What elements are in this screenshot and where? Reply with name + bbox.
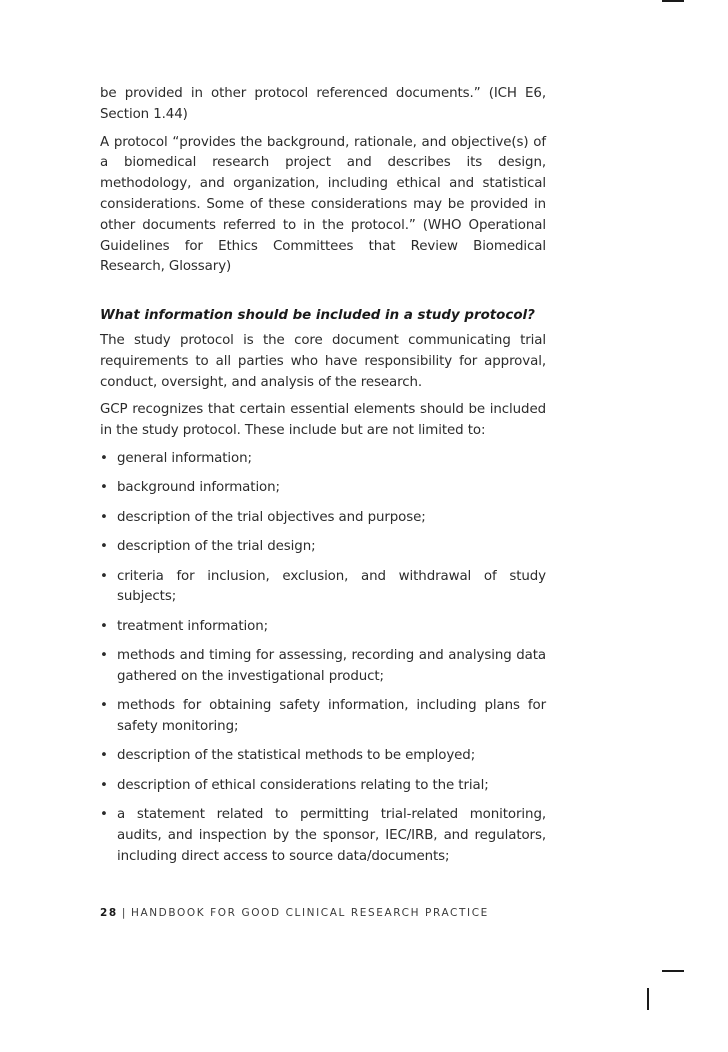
- crop-mark-top-right: [662, 0, 684, 2]
- bullet-icon: •: [100, 648, 108, 664]
- list-item-text: methods and timing for assessing, recording and analysing data gathered on the investigational product;: [117, 648, 546, 684]
- list-item: [100, 746, 546, 767]
- bullet-icon: •: [100, 509, 108, 525]
- bullet-icon: •: [100, 618, 108, 634]
- bullet-icon: •: [100, 698, 108, 714]
- section-heading: What information should be included in a study protocol?: [100, 308, 535, 324]
- list-item: [100, 478, 546, 499]
- list-item: [100, 567, 546, 609]
- page-footer: [100, 907, 489, 919]
- list-item-text: treatment information;: [117, 618, 269, 634]
- bullet-icon: •: [100, 568, 108, 584]
- list-item-text: general information;: [117, 450, 252, 466]
- list-item: [100, 646, 546, 688]
- list-item: [100, 508, 546, 529]
- essential-elements-list: [100, 449, 546, 868]
- list-item-text: description of the trial objectives and purpose;: [117, 509, 426, 525]
- bullet-icon: •: [100, 539, 108, 555]
- list-item-text: a statement related to permitting trial-related monitoring, audits, and inspection by the sponsor, IEC/IRB, and regulators, including direct access to source data/documents;: [117, 807, 546, 864]
- list-item-text: description of the trial design;: [117, 539, 316, 555]
- list-item: [100, 449, 546, 470]
- bullet-icon: •: [100, 807, 108, 823]
- list-item: [100, 805, 546, 867]
- list-item-text: background information;: [117, 480, 280, 496]
- list-item-text: description of the statistical methods to be employed;: [117, 748, 476, 764]
- list-item: [100, 696, 546, 738]
- crop-mark-bottom-right-vertical: [647, 988, 649, 1010]
- list-item: [100, 537, 546, 558]
- paragraph-who-definition: A protocol “provides the background, rationale, and objective(s) of a biomedical research project and describes its design, methodology, and organization, including ethical and statistical considerations. Some of these considerations may be provided in other documents referred to in the protocol.” (WHO Operational Guidelines for Ethics Committees that Review Biomedical Research, Glossary): [100, 134, 546, 275]
- list-item-text: criteria for inclusion, exclusion, and withdrawal of study subjects;: [117, 568, 546, 605]
- page-number: 28: [100, 907, 118, 919]
- footer-separator: |: [121, 907, 127, 919]
- bullet-icon: •: [100, 450, 108, 466]
- running-title: HANDBOOK FOR GOOD CLINICAL RESEARCH PRACTICE: [130, 907, 489, 919]
- paragraph-ich-definition: be provided in other protocol referenced documents.” (ICH E6, Section 1.44): [100, 86, 546, 122]
- paragraph-gcp-elements: GCP recognizes that certain essential elements should be included in the study protocol. These include but are not limited to:: [100, 402, 546, 439]
- bullet-icon: •: [100, 480, 108, 496]
- bullet-icon: •: [100, 777, 108, 793]
- page-content: [100, 84, 546, 876]
- list-item: [100, 776, 546, 797]
- crop-mark-bottom-right-horizontal: [662, 970, 684, 972]
- list-item-text: methods for obtaining safety information, including plans for safety monitoring;: [117, 698, 546, 735]
- bullet-icon: •: [100, 748, 108, 764]
- paragraph-protocol-core: The study protocol is the core document communicating trial requirements to all parties who have responsibility for approval, conduct, oversight, and analysis of the research.: [100, 332, 546, 390]
- list-item: [100, 617, 546, 638]
- list-item-text: description of ethical considerations relating to the trial;: [117, 777, 489, 793]
